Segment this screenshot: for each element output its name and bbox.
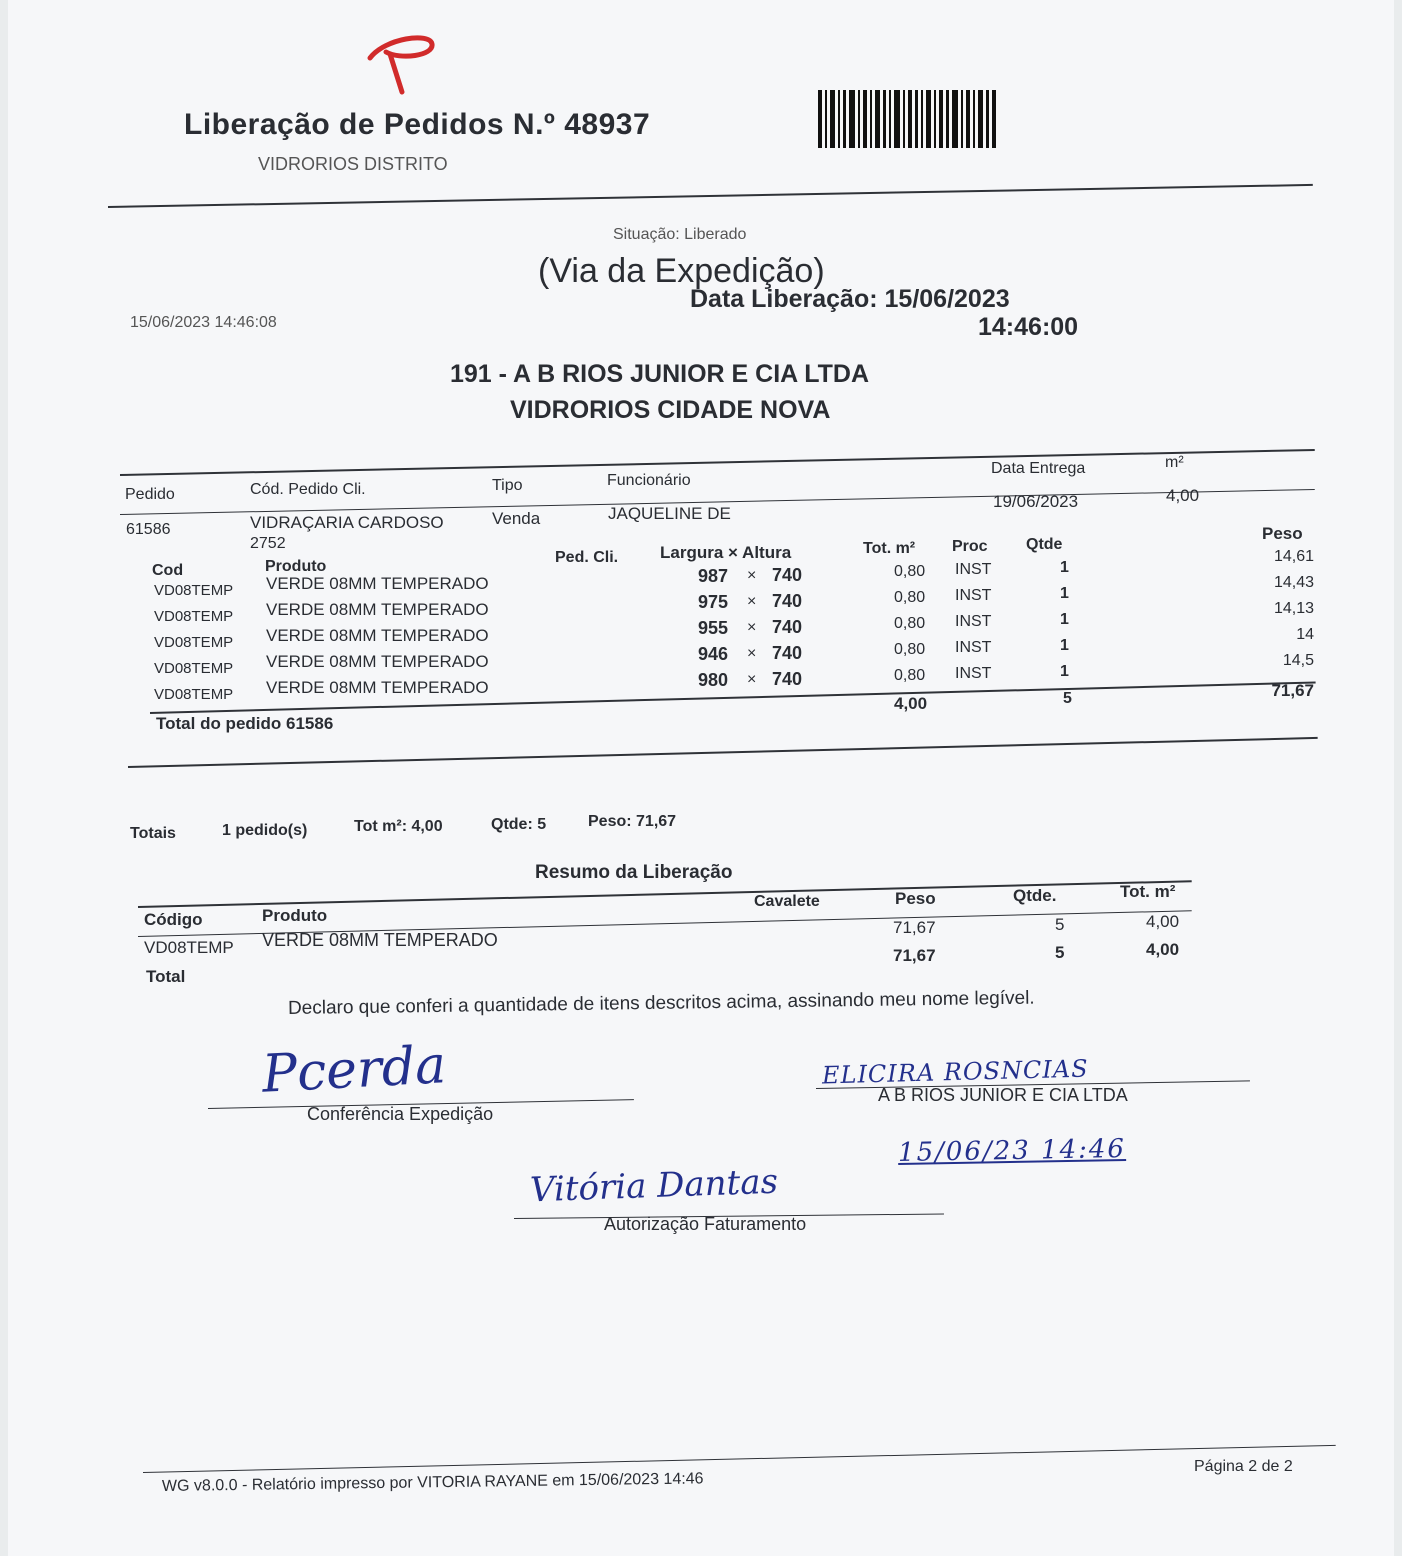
item-produto: VERDE 08MM TEMPERADO [266, 600, 489, 619]
item-x: × [747, 567, 757, 584]
items-header-qtde: Qtde [1026, 536, 1063, 553]
totals-label: Totais [130, 825, 176, 842]
item-produto: VERDE 08MM TEMPERADO [266, 652, 489, 671]
item-largura: 955 [698, 618, 729, 638]
header-funcionario: Funcionário [607, 472, 691, 489]
summary-total-peso: 71,67 [893, 946, 936, 965]
item-peso: 14,13 [1273, 600, 1314, 617]
declaration-text: Declaro que conferi a quantidade de itens descritos acima, assinando meu nome legível. [287, 987, 1035, 1019]
summary-header-produto: Produto [262, 906, 328, 925]
item-x: × [747, 593, 757, 610]
item-x: × [747, 645, 757, 662]
order-client-code-2: 2752 [250, 535, 286, 552]
conferencia-signature: Pcerda [260, 1035, 448, 1105]
item-produto: VERDE 08MM TEMPERADO [266, 626, 489, 645]
item-peso: 14,5 [1282, 652, 1314, 669]
item-qtde: 1 [1060, 611, 1069, 628]
item-cod: VD08TEMP [154, 608, 234, 625]
summary-header-peso: Peso [895, 889, 936, 908]
item-largura: 975 [698, 592, 729, 612]
items-header-ped-cli: Ped. Cli. [555, 549, 619, 566]
item-cod: VD08TEMP [154, 686, 234, 703]
autorizacao-signature: Vitória Dantas [529, 1161, 779, 1211]
client-signature: ELICIRA ROSNCIAS [821, 1054, 1089, 1090]
items-header-dimensions: Largura × Altura [660, 543, 792, 562]
item-altura: 740 [772, 669, 803, 689]
totals-peso: Peso: 71,67 [588, 813, 677, 830]
item-peso: 14,61 [1273, 548, 1314, 565]
item-largura: 946 [698, 644, 729, 664]
summary-row-peso: 71,67 [893, 918, 936, 937]
summary-row-tot-m2: 4,00 [1146, 912, 1180, 931]
item-proc: INST [955, 665, 992, 682]
item-qtde: 1 [1060, 663, 1069, 680]
totals-pedidos: 1 pedido(s) [222, 822, 308, 839]
item-proc: INST [955, 561, 992, 578]
item-peso: 14,43 [1273, 574, 1314, 591]
order-total-label: Total do pedido 61586 [156, 714, 334, 733]
items-header-produto: Produto [265, 558, 327, 575]
items-header-proc: Proc [952, 538, 988, 555]
footer-report: WG v8.0.0 - Relatório impresso por VITORIA RAYANE em 15/06/2023 14:46 [161, 1470, 704, 1495]
item-altura: 740 [772, 617, 803, 637]
client-signature-datetime: 15/06/23 14:46 [897, 1134, 1127, 1168]
handwritten-check-mark [360, 30, 450, 100]
item-tot-m2: 0,80 [894, 563, 926, 580]
item-tot-m2: 0,80 [894, 589, 926, 606]
header-data-entrega: Data Entrega [991, 460, 1086, 477]
items-header-peso: Peso [1262, 524, 1303, 543]
header-m2: m² [1165, 454, 1184, 471]
item-altura: 740 [772, 643, 803, 663]
item-altura: 740 [772, 565, 803, 585]
summary-row-qtde: 5 [1055, 915, 1065, 934]
order-client-code: VIDRAÇARIA CARDOSO [250, 513, 444, 532]
item-proc: INST [955, 587, 992, 604]
client-branch: VIDRORIOS CIDADE NOVA [510, 396, 831, 424]
item-qtde: 1 [1060, 585, 1069, 602]
item-tot-m2: 0,80 [894, 667, 926, 684]
barcode [818, 90, 1032, 148]
release-time: 14:46:00 [978, 313, 1079, 341]
item-produto: VERDE 08MM TEMPERADO [266, 678, 489, 697]
summary-header-qtde: Qtde. [1013, 886, 1057, 905]
order-type: Venda [492, 509, 541, 528]
issuer-company: VIDRORIOS DISTRITO [258, 154, 448, 174]
summary-header-cavalete: Cavalete [754, 893, 820, 910]
client-name: 191 - A B RIOS JUNIOR E CIA LTDA [450, 360, 870, 388]
item-peso: 14 [1296, 626, 1314, 643]
copy-label: (Via da Expedição) [538, 252, 825, 290]
item-tot-m2: 0,80 [894, 615, 926, 632]
item-largura: 987 [698, 566, 729, 586]
status-label: Situação: Liberado [613, 226, 747, 243]
summary-header-tot-m2: Tot. m² [1120, 882, 1176, 901]
client-signature-label: A B RIOS JUNIOR E CIA LTDA [878, 1085, 1128, 1105]
autorizacao-label: Autorização Faturamento [604, 1214, 807, 1234]
header-tipo: Tipo [492, 477, 523, 494]
item-cod: VD08TEMP [154, 582, 234, 599]
item-qtde: 1 [1060, 637, 1069, 654]
release-date: Data Liberação: 15/06/2023 [690, 285, 1010, 313]
header-cod-pedido-cli: Cód. Pedido Cli. [250, 481, 366, 498]
item-cod: VD08TEMP [154, 660, 234, 677]
order-delivery-date: 19/06/2023 [993, 492, 1079, 511]
item-proc: INST [955, 639, 992, 656]
item-altura: 740 [772, 591, 803, 611]
order-total-m2: 4,00 [894, 694, 928, 713]
print-timestamp: 15/06/2023 14:46:08 [130, 314, 277, 331]
footer-page-number: Página 2 de 2 [1194, 1458, 1293, 1475]
order-total-peso: 71,67 [1271, 681, 1314, 700]
item-qtde: 1 [1060, 559, 1069, 576]
summary-total-qtde: 5 [1055, 943, 1065, 962]
item-cod: VD08TEMP [154, 634, 234, 651]
item-largura: 980 [698, 670, 729, 690]
item-proc: INST [955, 613, 992, 630]
items-header-cod: Cod [152, 562, 184, 579]
summary-total-label: Total [146, 967, 186, 986]
summary-title: Resumo da Liberação [535, 862, 733, 883]
summary-row-codigo: VD08TEMP [144, 938, 234, 957]
order-employee: JAQUELINE DE [608, 504, 731, 523]
summary-row-produto: VERDE 08MM TEMPERADO [262, 930, 498, 950]
summary-total-tot-m2: 4,00 [1146, 940, 1180, 959]
totals-qtde: Qtde: 5 [491, 816, 547, 833]
items-header-tot-m2: Tot. m² [863, 540, 916, 557]
order-number: 61586 [126, 521, 171, 538]
item-tot-m2: 0,80 [894, 641, 926, 658]
totals-m2: Tot m²: 4,00 [354, 818, 443, 835]
item-produto: VERDE 08MM TEMPERADO [266, 574, 489, 593]
summary-header-codigo: Código [144, 910, 203, 929]
conferencia-label: Conferência Expedição [307, 1104, 494, 1124]
header-pedido: Pedido [125, 486, 175, 503]
item-x: × [747, 619, 757, 636]
report-title: Liberação de Pedidos N.º 48937 [184, 108, 651, 141]
order-total-qtde: 5 [1063, 690, 1072, 707]
order-m2: 4,00 [1166, 486, 1200, 505]
item-x: × [747, 671, 757, 688]
